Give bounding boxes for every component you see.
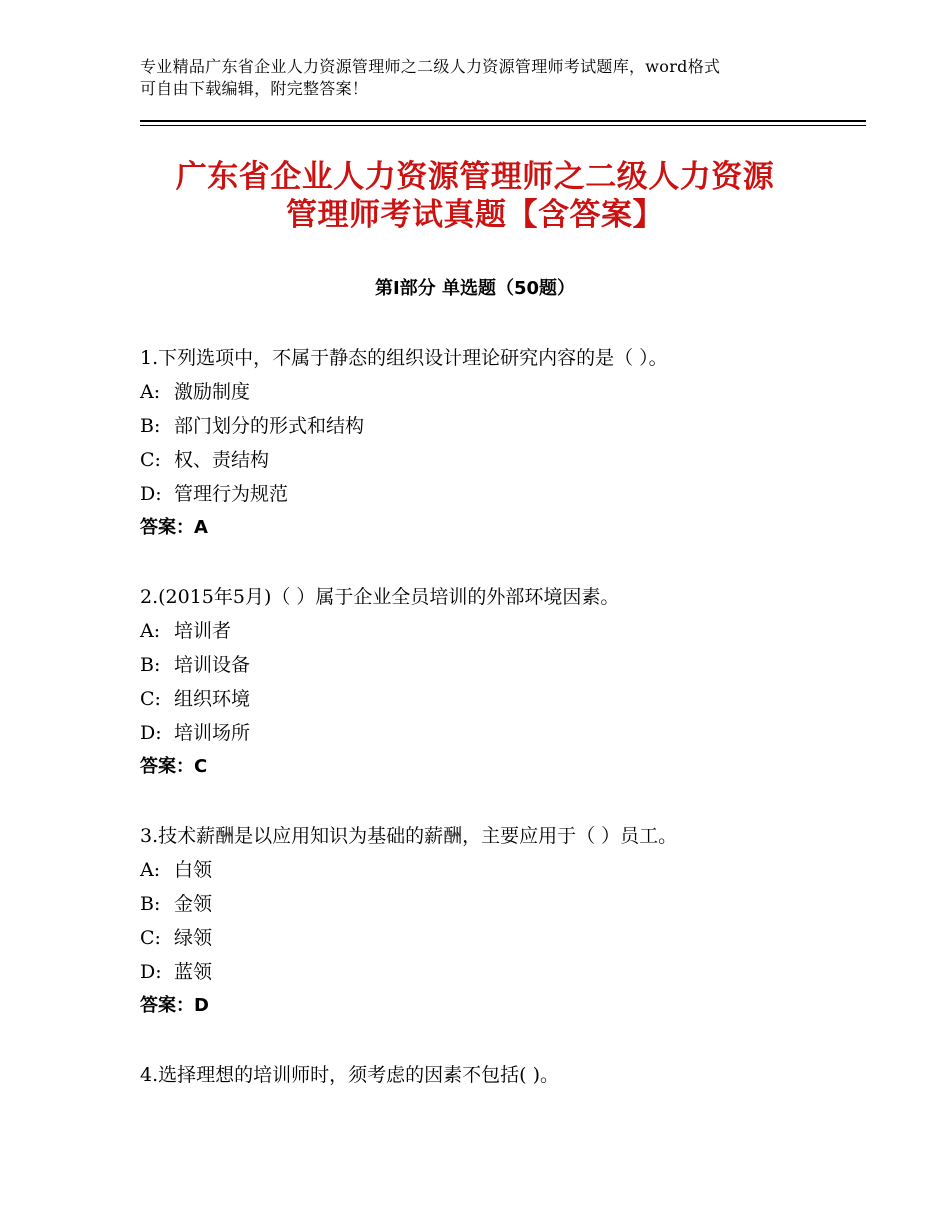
option-text: 管理行为规范 bbox=[174, 483, 289, 505]
option-c bbox=[140, 682, 860, 716]
option-text: 部门划分的形式和结构 bbox=[174, 415, 365, 437]
question-text: 3.技术薪酬是以应用知识为基础的薪酬，主要应用于（ ）员工。 bbox=[140, 825, 678, 847]
option-text: 培训场所 bbox=[174, 722, 251, 744]
option-text: 激励制度 bbox=[174, 381, 251, 403]
option-text: 权、责结构 bbox=[174, 449, 270, 471]
option-text: 白领 bbox=[174, 859, 213, 881]
option-letter: B: bbox=[140, 415, 161, 437]
option-d bbox=[140, 955, 860, 989]
question-text: 1.下列选项中，不属于静态的组织设计理论研究内容的是（ ）。 bbox=[140, 347, 668, 369]
option-letter: C: bbox=[140, 449, 161, 471]
option-letter: A: bbox=[140, 859, 161, 881]
option-letter: D: bbox=[140, 483, 162, 505]
answer: 答案：A bbox=[140, 517, 208, 538]
option-c bbox=[140, 443, 860, 477]
document-title-line-1: 广东省企业人力资源管理师之二级人力资源 bbox=[175, 159, 775, 195]
option-a bbox=[140, 375, 860, 409]
option-text: 蓝领 bbox=[174, 961, 213, 983]
header-note-line-1: 专业精品广东省企业人力资源管理师之二级人力资源管理师考试题库，word格式 bbox=[140, 57, 721, 76]
option-letter: B: bbox=[140, 893, 161, 915]
question-2 bbox=[140, 580, 860, 784]
document-title-line-2: 管理师考试真题【含答案】 bbox=[286, 197, 664, 233]
option-b bbox=[140, 409, 860, 443]
question-text: 2.(2015年5月)（ ）属于企业全员培训的外部环境因素。 bbox=[140, 586, 620, 608]
option-letter: D: bbox=[140, 722, 162, 744]
option-letter: A: bbox=[140, 381, 161, 403]
header-note-line-2: 可自由下载编辑，附完整答案！ bbox=[140, 79, 369, 98]
option-letter: A: bbox=[140, 620, 161, 642]
option-letter: B: bbox=[140, 654, 161, 676]
option-text: 金领 bbox=[174, 893, 213, 915]
document-title bbox=[120, 158, 830, 234]
option-a bbox=[140, 614, 860, 648]
option-d bbox=[140, 716, 860, 750]
option-text: 培训者 bbox=[174, 620, 232, 642]
question-text: 4.选择理想的培训师时，须考虑的因素不包括( )。 bbox=[140, 1064, 559, 1086]
option-letter: C: bbox=[140, 688, 161, 710]
answer: 答案：C bbox=[140, 756, 208, 777]
option-b bbox=[140, 648, 860, 682]
option-a bbox=[140, 853, 860, 887]
question-3 bbox=[140, 819, 860, 1023]
header-divider-thick bbox=[140, 120, 866, 122]
option-d bbox=[140, 477, 860, 511]
header-note bbox=[140, 56, 840, 100]
option-c bbox=[140, 921, 860, 955]
option-text: 绿领 bbox=[174, 927, 213, 949]
question-4 bbox=[140, 1058, 860, 1092]
section-title: 第Ⅰ部分 单选题（50题） bbox=[374, 278, 575, 299]
answer: 答案：D bbox=[140, 995, 209, 1016]
option-b bbox=[140, 887, 860, 921]
option-letter: C: bbox=[140, 927, 161, 949]
option-text: 培训设备 bbox=[174, 654, 251, 676]
header-divider-thin bbox=[140, 125, 866, 126]
option-letter: D: bbox=[140, 961, 162, 983]
option-text: 组织环境 bbox=[174, 688, 251, 710]
question-1 bbox=[140, 341, 860, 545]
